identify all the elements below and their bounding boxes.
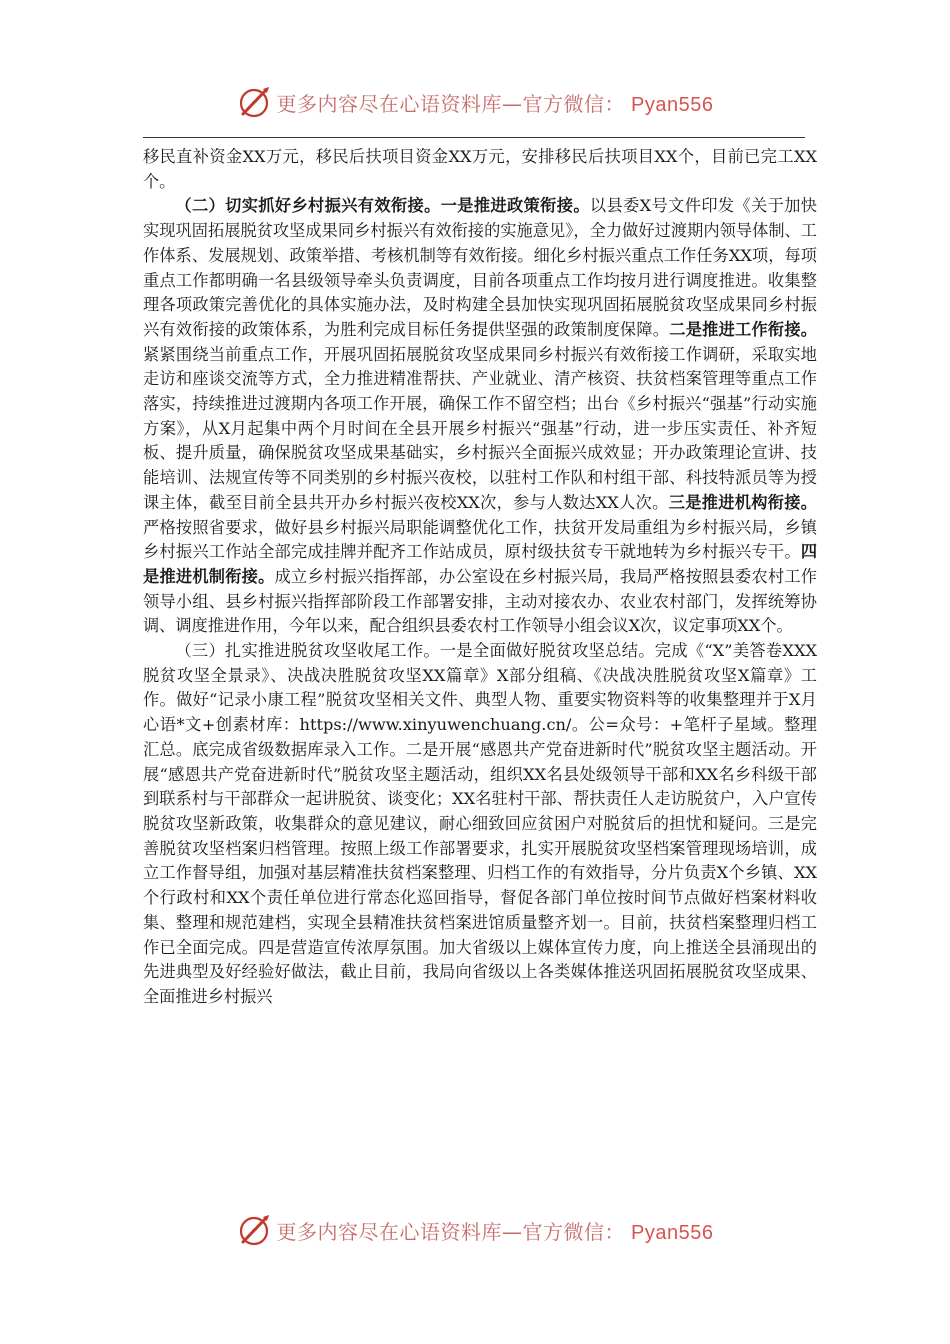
paragraph-2: （二）切实抓好乡村振兴有效衔接。一是推进政策衔接。以县委X号文件印发《关于加快实现巩固拓展脱贫攻坚成果同乡村振兴有效衔接的实施意见》，全力做好过渡期内领导体制、工作体系、发展规划、政策举措、考核机制等有效衔接。细化乡村振兴重点工作任务XX项，每项重点工作都明确一名县级领导牵头负责调度，目前各项重点工作均按月进行调度推进。收集整理各项政策完善优化的具体实施办法，及时构建全县加快实现巩固拓展脱贫攻坚成果同乡村振兴有效衔接的政策体系，为胜利完成目标任务提供坚强的政策制度保障。二是推进工作衔接。紧紧围绕当前重点工作，开展巩固拓展脱贫攻坚成果同乡村振兴有效衔接工作调研，采取实地走访和座谈交流等方式，全力推进精准帮扶、产业就业、清产核资、扶贫档案管理等重点工作落实，持续推进过渡期内各项工作开展，确保工作不留空档；出台《乡村振兴“强基”行动实施方案》，从X月起集中两个月时间在全县开展乡村振兴“强基”行动，进一步压实责任、补齐短板、提升质量，确保脱贫攻坚成果基础实，乡村振兴全面振兴成效显；开办政策理论宣讲、技能培训、法规宣传等不同类别的乡村振兴夜校，以驻村工作队和村组干部、科技特派员等为授课主体，截至目前全县共开办乡村振兴夜校XX次，参与人数达XX人次。三是推进机构衔接。严格按照省要求，做好县乡村振兴局职能调整优化工作，扶贫开发局重组为乡村振兴局，乡镇乡村振兴工作站全部完成挂牌并配齐工作站成员，原村级扶贫专干就地转为乡村振兴专干。四是推进机制衔接。成立乡村振兴指挥部，办公室设在乡村振兴局，我局严格按照县委农村工作领导小组、县乡村振兴指挥部阶段工作部署安排，主动对接农办、农业农村部门，发挥统筹协调、调度推进作用，今年以来，配合组织县委农村工作领导小组会议X次，议定事项XX个。 xyxy=(143,196,817,636)
paragraph-1: 移民直补资金XX万元，移民后扶项目资金XX万元，安排移民后扶项目XX个，目前已完工XX个。 xyxy=(143,147,817,191)
watermark-text: 更多内容尽在心语资料库—官方微信： Pyan556 xyxy=(276,1219,714,1244)
paragraph-3: （三）扎实推进脱贫攻坚收尾工作。一是全面做好脱贫攻坚总结。完成《“X”美答卷XXX脱贫攻坚全景录》、决战决胜脱贫攻坚XX篇章》X部分组稿、《决战决胜脱贫攻坚X篇章》工作。做好“记录小康工程”脱贫攻坚相关文件、典型人物、重要实物资料等的收集整理并于X月心语*文+创素材库：https://www.xinyuwenchuang.cn/。公=众号：+笔杆子星域。整理汇总。底完成省级数据库录入工作。二是开展“感恩共产党奋进新时代”脱贫攻坚主题活动。开展“感恩共产党奋进新时代”脱贫攻坚主题活动，组织XX名县处级领导干部和XX名乡科级干部到联系村与干部群众一起讲脱贫、谈变化；XX名驻村干部、帮扶责任人走访脱贫户，入户宣传脱贫攻坚新政策，收集群众的意见建议，耐心细致回应贫困户对脱贫后的担忧和疑问。三是完善脱贫攻坚档案归档管理。按照上级工作部署要求，扎实开展脱贫攻坚档案管理现场培训，成立工作督导组，加强对基层精准扶贫档案整理、归档工作的有效指导，分片负责X个乡镇、XX个行政村和XX个责任单位进行常态化巡回指导，督促各部门单位按时间节点做好档案材料收集、整理和规范建档，实现全县精准扶贫档案进馆质量整齐划一。目前，扶贫档案整理归档工作已全面完成。四是营造宣传浓厚氛围。加大省级以上媒体宣传力度，向上推送全县涌现出的先进典型及好经验好做法，截止目前，我局向省级以上各类媒体推送巩固拓展脱贫攻坚成果、全面推进乡村振兴 xyxy=(143,641,817,1006)
point-heading-3: 三是推进机构衔接。 xyxy=(668,492,817,512)
pen-logo-icon xyxy=(237,1212,273,1248)
header-divider xyxy=(143,137,805,138)
document-body xyxy=(143,145,817,1010)
watermark-text: 更多内容尽在心语资料库—官方微信： Pyan556 xyxy=(276,91,714,116)
footer-watermark xyxy=(0,1208,950,1252)
section-heading: （二）切实抓好乡村振兴有效衔接。 xyxy=(175,196,441,216)
header-watermark xyxy=(0,80,950,124)
pen-logo-icon xyxy=(237,84,273,120)
point-heading-4: 四是推进机制衔接。 xyxy=(143,542,817,586)
point-heading-1: 一是推进政策衔接。 xyxy=(440,196,590,216)
point-heading-2: 二是推进工作衔接。 xyxy=(669,319,817,339)
